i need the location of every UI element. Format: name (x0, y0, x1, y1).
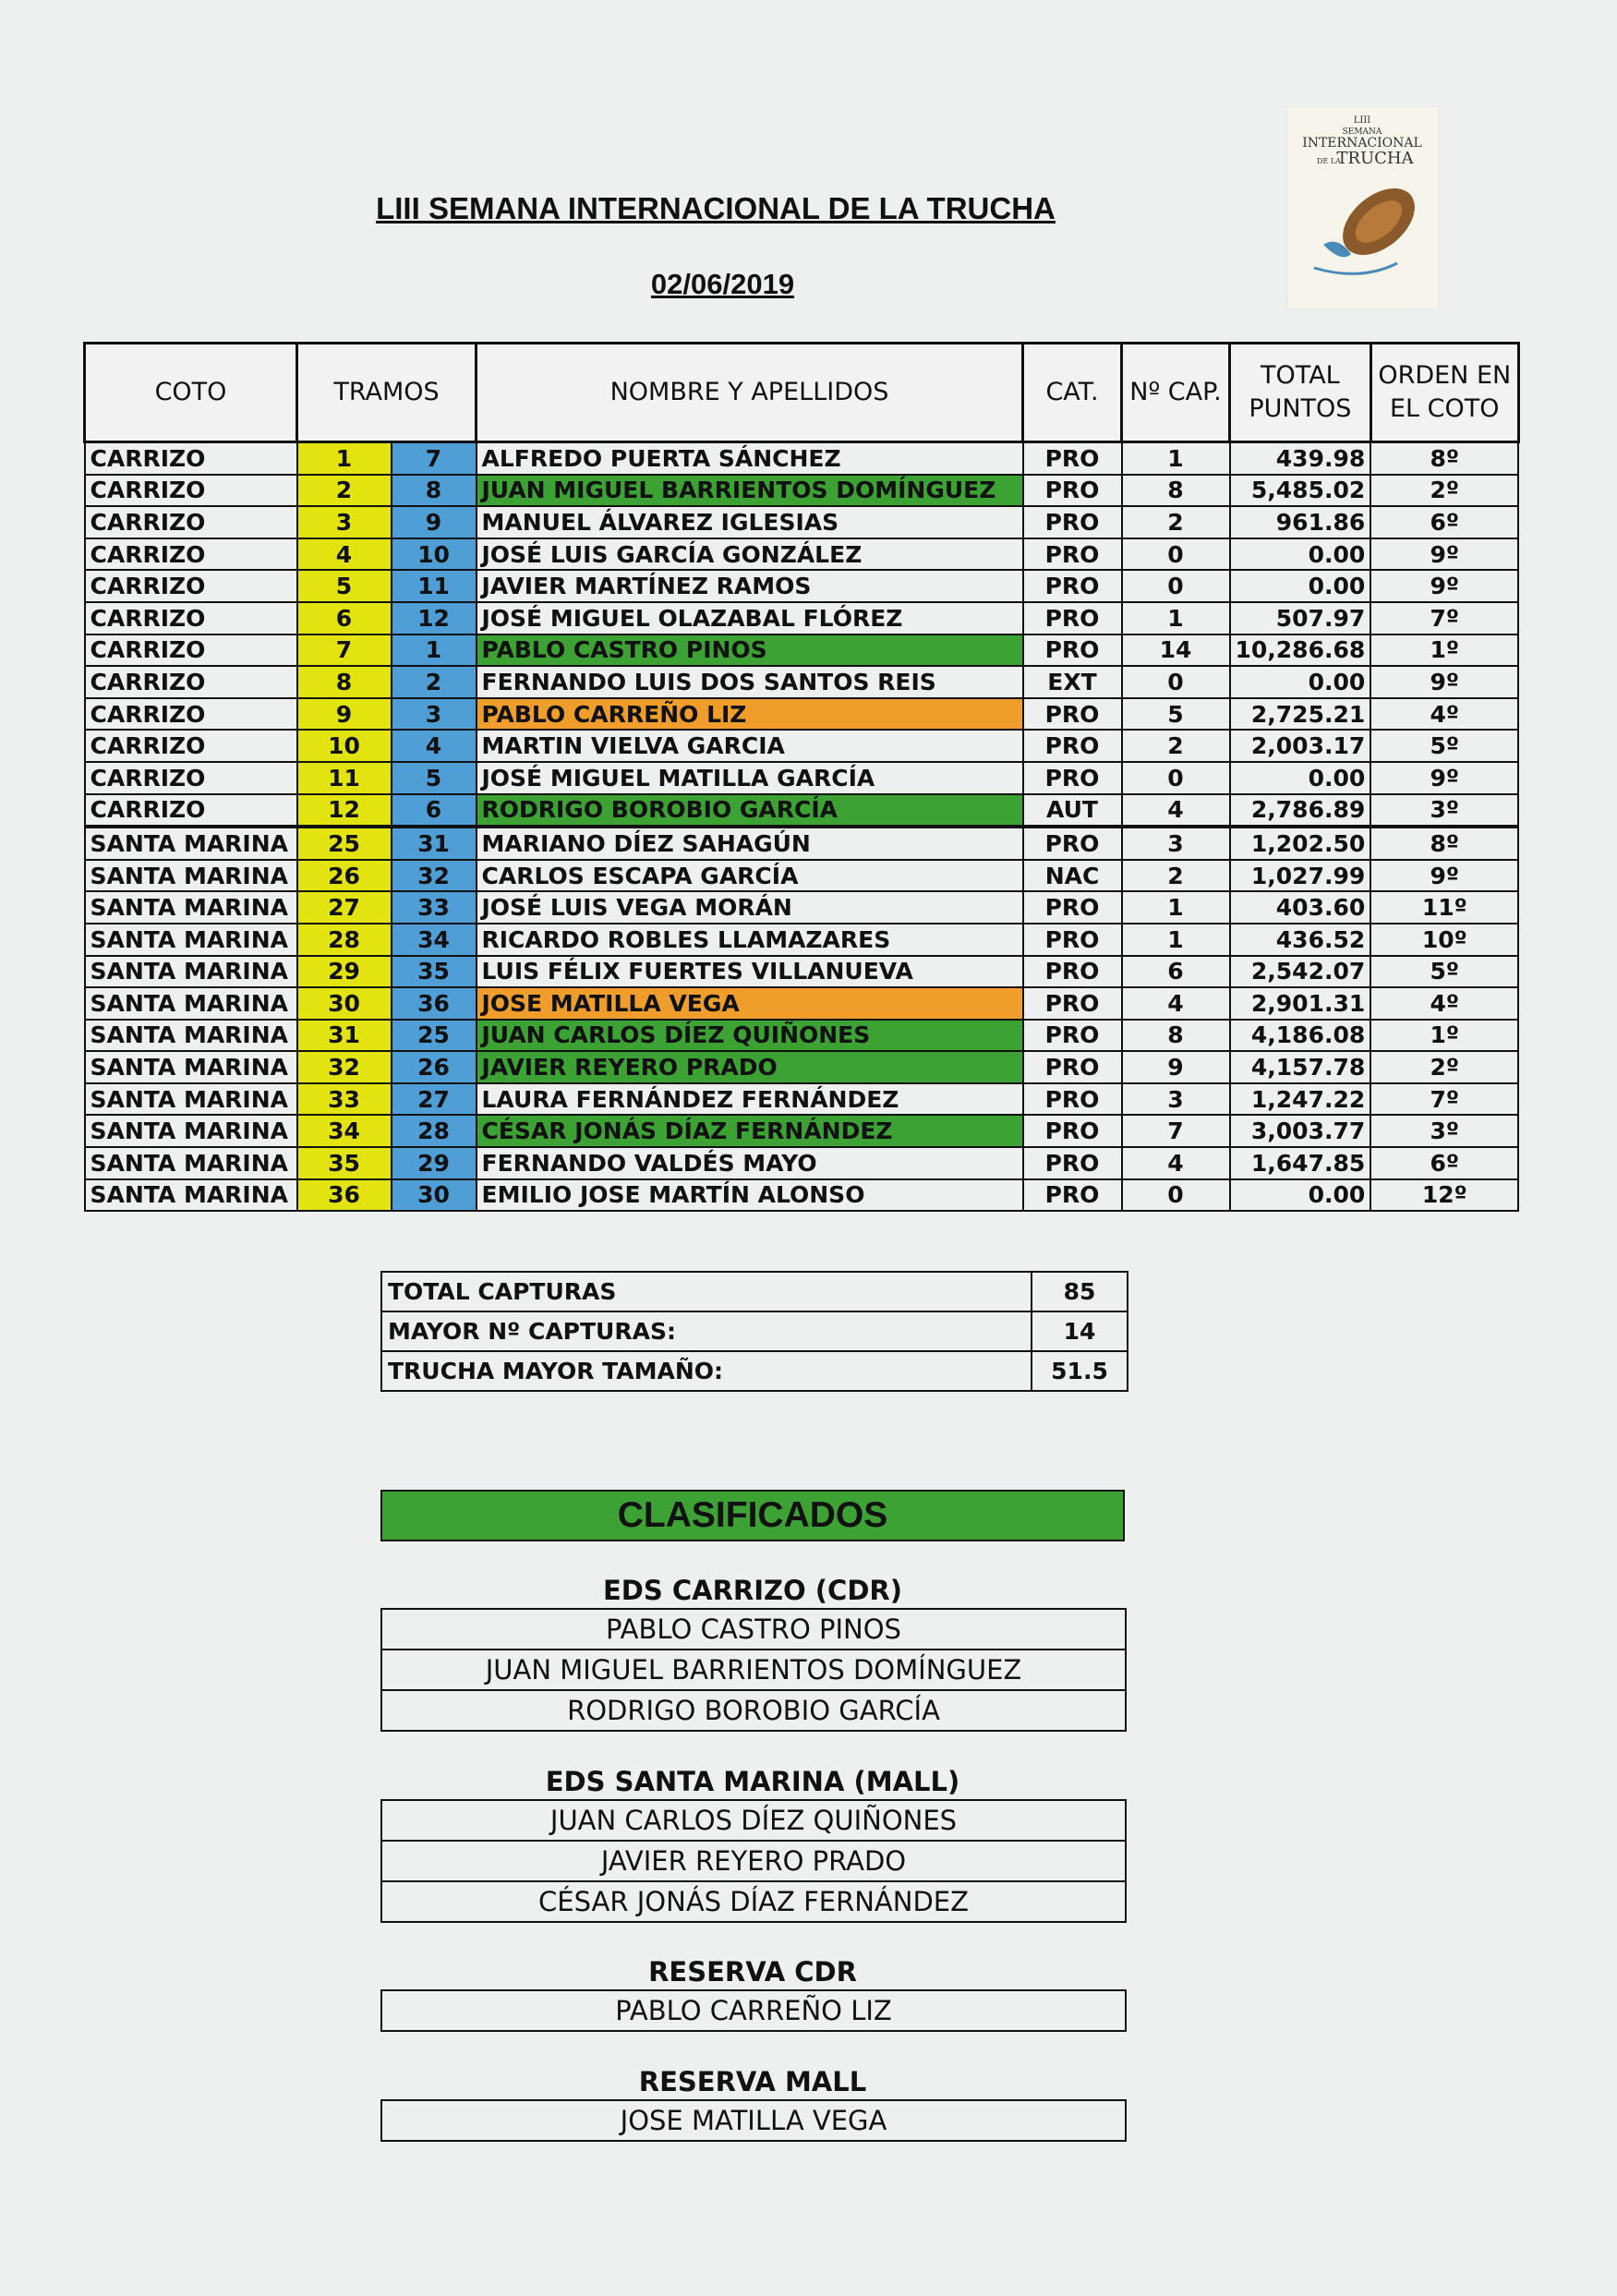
coto-cell: SANTA MARINA (85, 1147, 297, 1179)
coto-cell: CARRIZO (85, 442, 297, 475)
order-cell: 9º (1370, 538, 1518, 571)
tramo-b-cell: 8 (392, 475, 477, 507)
points-cell: 436.52 (1230, 924, 1371, 956)
name-cell: JOSÉ LUIS GARCÍA GONZÁLEZ (477, 538, 1023, 571)
tramo-a-cell: 6 (297, 602, 392, 634)
results-body (85, 442, 1519, 1212)
points-cell: 2,003.17 (1230, 730, 1371, 762)
category-cell: PRO (1023, 570, 1122, 602)
tramo-a-cell: 29 (297, 956, 392, 988)
tramo-b-cell: 1 (392, 634, 477, 667)
table-row (85, 1020, 1519, 1052)
tramo-a-cell: 10 (297, 730, 392, 762)
order-cell: 1º (1370, 1020, 1518, 1052)
points-cell: 2,786.89 (1230, 794, 1371, 828)
name-cell: MANUEL ÁLVAREZ IGLESIAS (477, 506, 1023, 538)
svg-text:TRUCHA: TRUCHA (1336, 149, 1414, 168)
category-cell: PRO (1023, 538, 1122, 571)
group-name-item: JAVIER REYERO PRADO (382, 1840, 1125, 1880)
captures-cell: 2 (1122, 730, 1230, 762)
order-cell: 8º (1370, 442, 1518, 475)
tramo-b-cell: 11 (392, 570, 477, 602)
points-cell: 961.86 (1230, 506, 1371, 538)
coto-cell: CARRIZO (85, 666, 297, 698)
category-cell: EXT (1023, 666, 1122, 698)
captures-cell: 0 (1122, 570, 1230, 602)
totals-row (381, 1351, 1128, 1391)
captures-cell: 5 (1122, 698, 1230, 731)
totals-label: TOTAL CAPTURAS (381, 1272, 1032, 1311)
tramo-b-cell: 32 (392, 860, 477, 892)
category-cell: AUT (1023, 794, 1122, 828)
order-cell: 11º (1370, 891, 1518, 924)
coto-cell: SANTA MARINA (85, 1051, 297, 1083)
header-tramos: TRAMOS (297, 344, 477, 442)
coto-cell: CARRIZO (85, 634, 297, 667)
tramo-b-cell: 33 (392, 891, 477, 924)
group-name-item: CÉSAR JONÁS DÍAZ FERNÁNDEZ (382, 1880, 1125, 1921)
name-cell: CÉSAR JONÁS DÍAZ FERNÁNDEZ (477, 1115, 1023, 1147)
captures-cell: 8 (1122, 1020, 1230, 1052)
tramo-b-cell: 35 (392, 956, 477, 988)
category-cell: PRO (1023, 891, 1122, 924)
points-cell: 3,003.77 (1230, 1115, 1371, 1147)
tramo-b-cell: 7 (392, 442, 477, 475)
name-cell: PABLO CARREÑO LIZ (477, 698, 1023, 731)
tramo-a-cell: 30 (297, 987, 392, 1020)
coto-cell: SANTA MARINA (85, 924, 297, 956)
name-cell: JUAN CARLOS DÍEZ QUIÑONES (477, 1020, 1023, 1052)
name-cell: RICARDO ROBLES LLAMAZARES (477, 924, 1023, 956)
order-cell: 9º (1370, 570, 1518, 602)
table-row (85, 698, 1519, 731)
tramo-a-cell: 1 (297, 442, 392, 475)
captures-cell: 4 (1122, 794, 1230, 828)
document-title: LIII SEMANA INTERNACIONAL DE LA TRUCHA (376, 191, 1056, 225)
totals-label: TRUCHA MAYOR TAMAÑO: (381, 1351, 1032, 1391)
category-cell: PRO (1023, 762, 1122, 794)
order-cell: 5º (1370, 956, 1518, 988)
coto-cell: CARRIZO (85, 762, 297, 794)
name-cell: RODRIGO BOROBIO GARCÍA (477, 794, 1023, 828)
coto-cell: CARRIZO (85, 506, 297, 538)
table-row (85, 1083, 1519, 1116)
tramo-b-cell: 10 (392, 538, 477, 571)
tramo-b-cell: 30 (392, 1179, 477, 1212)
category-cell: NAC (1023, 860, 1122, 892)
order-cell: 3º (1370, 794, 1518, 828)
captures-cell: 1 (1122, 924, 1230, 956)
table-row (85, 570, 1519, 602)
tramo-b-cell: 34 (392, 924, 477, 956)
group-list (380, 1799, 1127, 1923)
name-cell: ALFREDO PUERTA SÁNCHEZ (477, 442, 1023, 475)
coto-cell: CARRIZO (85, 730, 297, 762)
table-row (85, 730, 1519, 762)
category-cell: PRO (1023, 1147, 1122, 1179)
table-row (85, 1051, 1519, 1083)
order-cell: 5º (1370, 730, 1518, 762)
group-name-item: RODRIGO BOROBIO GARCÍA (382, 1689, 1125, 1730)
points-cell: 10,286.68 (1230, 634, 1371, 667)
header-cap: Nº CAP. (1122, 344, 1230, 442)
table-row (85, 442, 1519, 475)
category-cell: PRO (1023, 602, 1122, 634)
category-cell: PRO (1023, 1020, 1122, 1052)
coto-cell: CARRIZO (85, 602, 297, 634)
tramo-b-cell: 2 (392, 666, 477, 698)
coto-cell: SANTA MARINA (85, 1179, 297, 1212)
name-cell: MARTIN VIELVA GARCIA (477, 730, 1023, 762)
tramo-a-cell: 31 (297, 1020, 392, 1052)
group-list (380, 1608, 1127, 1732)
order-cell: 3º (1370, 1115, 1518, 1147)
group-title: EDS SANTA MARINA (MALL) (545, 1766, 960, 1797)
tramo-a-cell: 28 (297, 924, 392, 956)
category-cell: PRO (1023, 634, 1122, 667)
tramo-b-cell: 25 (392, 1020, 477, 1052)
group-title: EDS CARRIZO (CDR) (602, 1575, 902, 1606)
svg-text:SEMANA: SEMANA (1342, 127, 1382, 137)
tramo-a-cell: 2 (297, 475, 392, 507)
points-cell: 2,901.31 (1230, 987, 1371, 1020)
svg-text:INTERNACIONAL: INTERNACIONAL (1302, 136, 1422, 151)
points-cell: 0.00 (1230, 762, 1371, 794)
header-nombre: NOMBRE Y APELLIDOS (477, 344, 1023, 442)
captures-cell: 2 (1122, 506, 1230, 538)
group-list (380, 2099, 1127, 2142)
table-row (85, 762, 1519, 794)
order-cell: 8º (1370, 827, 1518, 860)
order-cell: 4º (1370, 698, 1518, 731)
header-puntos: TOTAL PUNTOS (1230, 344, 1371, 442)
results-table (83, 342, 1520, 1212)
tramo-b-cell: 5 (392, 762, 477, 794)
table-header-row (85, 344, 1519, 442)
captures-cell: 6 (1122, 956, 1230, 988)
tramo-a-cell: 34 (297, 1115, 392, 1147)
tramo-b-cell: 27 (392, 1083, 477, 1116)
header-cat: CAT. (1023, 344, 1122, 442)
category-cell: PRO (1023, 442, 1122, 475)
category-cell: PRO (1023, 924, 1122, 956)
svg-text:LIII: LIII (1353, 115, 1371, 126)
name-cell: FERNANDO VALDÉS MAYO (477, 1147, 1023, 1179)
points-cell: 2,542.07 (1230, 956, 1371, 988)
tramo-a-cell: 32 (297, 1051, 392, 1083)
totals-row (381, 1272, 1128, 1311)
group-name-item: JUAN MIGUEL BARRIENTOS DOMÍNGUEZ (382, 1649, 1125, 1689)
group-title: RESERVA CDR (648, 1956, 857, 1988)
tramo-a-cell: 26 (297, 860, 392, 892)
totals-value: 85 (1032, 1272, 1128, 1311)
table-row (85, 1115, 1519, 1147)
points-cell: 403.60 (1230, 891, 1371, 924)
captures-cell: 0 (1122, 762, 1230, 794)
tramo-a-cell: 4 (297, 538, 392, 571)
coto-cell: SANTA MARINA (85, 1020, 297, 1052)
captures-cell: 7 (1122, 1115, 1230, 1147)
coto-cell: SANTA MARINA (85, 1115, 297, 1147)
table-row (85, 634, 1519, 667)
group-name-item: PABLO CARREÑO LIZ (615, 1995, 892, 2026)
group-name-item: JUAN CARLOS DÍEZ QUIÑONES (549, 1805, 958, 1836)
tramo-a-cell: 36 (297, 1179, 392, 1212)
name-cell: JOSÉ MIGUEL MATILLA GARCÍA (477, 762, 1023, 794)
points-cell: 4,186.08 (1230, 1020, 1371, 1052)
points-cell: 1,247.22 (1230, 1083, 1371, 1116)
tramo-b-cell: 28 (392, 1115, 477, 1147)
totals-row (381, 1311, 1128, 1351)
captures-cell: 1 (1122, 891, 1230, 924)
tramo-a-cell: 7 (297, 634, 392, 667)
points-cell: 439.98 (1230, 442, 1371, 475)
name-cell: JAVIER REYERO PRADO (477, 1051, 1023, 1083)
points-cell: 1,647.85 (1230, 1147, 1371, 1179)
tramo-a-cell: 35 (297, 1147, 392, 1179)
coto-cell: CARRIZO (85, 538, 297, 571)
tramo-b-cell: 3 (392, 698, 477, 731)
tramo-a-cell: 11 (297, 762, 392, 794)
tramo-b-cell: 6 (392, 794, 477, 828)
table-row (85, 827, 1519, 860)
category-cell: PRO (1023, 827, 1122, 860)
table-row (85, 987, 1519, 1020)
table-row (85, 506, 1519, 538)
order-cell: 10º (1370, 924, 1518, 956)
group-title: RESERVA MALL (638, 2066, 867, 2097)
order-cell: 9º (1370, 860, 1518, 892)
coto-cell: SANTA MARINA (85, 891, 297, 924)
trucha-logo (1286, 106, 1439, 309)
order-cell: 9º (1370, 762, 1518, 794)
coto-cell: SANTA MARINA (85, 860, 297, 892)
tramo-a-cell: 12 (297, 794, 392, 828)
table-row (85, 956, 1519, 988)
tramo-b-cell: 29 (392, 1147, 477, 1179)
points-cell: 5,485.02 (1230, 475, 1371, 507)
coto-cell: CARRIZO (85, 698, 297, 731)
tramo-a-cell: 8 (297, 666, 392, 698)
table-row (85, 666, 1519, 698)
name-cell: JOSE MATILLA VEGA (477, 987, 1023, 1020)
tramo-a-cell: 33 (297, 1083, 392, 1116)
coto-cell: CARRIZO (85, 475, 297, 507)
captures-cell: 9 (1122, 1051, 1230, 1083)
name-cell: FERNANDO LUIS DOS SANTOS REIS (477, 666, 1023, 698)
totals-value: 14 (1032, 1311, 1128, 1351)
captures-cell: 3 (1122, 827, 1230, 860)
name-cell: EMILIO JOSE MARTÍN ALONSO (477, 1179, 1023, 1212)
captures-cell: 1 (1122, 602, 1230, 634)
name-cell: JOSÉ MIGUEL OLAZABAL FLÓREZ (477, 602, 1023, 634)
name-cell: LUIS FÉLIX FUERTES VILLANUEVA (477, 956, 1023, 988)
category-cell: PRO (1023, 1179, 1122, 1212)
svg-text:DE LA: DE LA (1317, 157, 1341, 165)
points-cell: 0.00 (1230, 538, 1371, 571)
table-row (85, 794, 1519, 828)
tramo-b-cell: 31 (392, 827, 477, 860)
table-row (85, 475, 1519, 507)
points-cell: 4,157.78 (1230, 1051, 1371, 1083)
tramo-b-cell: 12 (392, 602, 477, 634)
totals-table (380, 1271, 1128, 1392)
tramo-b-cell: 4 (392, 730, 477, 762)
points-cell: 0.00 (1230, 666, 1371, 698)
tramo-a-cell: 3 (297, 506, 392, 538)
points-cell: 2,725.21 (1230, 698, 1371, 731)
captures-cell: 4 (1122, 987, 1230, 1020)
name-cell: JOSÉ LUIS VEGA MORÁN (477, 891, 1023, 924)
coto-cell: CARRIZO (85, 794, 297, 828)
table-row (85, 538, 1519, 571)
table-row (85, 860, 1519, 892)
category-cell: PRO (1023, 956, 1122, 988)
captures-cell: 4 (1122, 1147, 1230, 1179)
table-row (85, 1179, 1519, 1212)
table-row (85, 891, 1519, 924)
table-row (85, 924, 1519, 956)
category-cell: PRO (1023, 506, 1122, 538)
category-cell: PRO (1023, 1083, 1122, 1116)
points-cell: 0.00 (1230, 570, 1371, 602)
coto-cell: SANTA MARINA (85, 1083, 297, 1116)
document-date: 02/06/2019 (650, 268, 795, 300)
captures-cell: 2 (1122, 860, 1230, 892)
tramo-b-cell: 26 (392, 1051, 477, 1083)
name-cell: CARLOS ESCAPA GARCÍA (477, 860, 1023, 892)
table-row (85, 602, 1519, 634)
captures-cell: 0 (1122, 1179, 1230, 1212)
tramo-b-cell: 36 (392, 987, 477, 1020)
coto-cell: CARRIZO (85, 570, 297, 602)
category-cell: PRO (1023, 730, 1122, 762)
tramo-b-cell: 9 (392, 506, 477, 538)
category-cell: PRO (1023, 698, 1122, 731)
tramo-a-cell: 27 (297, 891, 392, 924)
totals-value: 51.5 (1032, 1351, 1128, 1391)
header-coto: COTO (85, 344, 297, 442)
coto-cell: SANTA MARINA (85, 827, 297, 860)
captures-cell: 3 (1122, 1083, 1230, 1116)
order-cell: 2º (1370, 1051, 1518, 1083)
name-cell: LAURA FERNÁNDEZ FERNÁNDEZ (477, 1083, 1023, 1116)
name-cell: JUAN MIGUEL BARRIENTOS DOMÍNGUEZ (477, 475, 1023, 507)
order-cell: 7º (1370, 1083, 1518, 1116)
points-cell: 507.97 (1230, 602, 1371, 634)
order-cell: 7º (1370, 602, 1518, 634)
order-cell: 12º (1370, 1179, 1518, 1212)
group-list (380, 1989, 1127, 2032)
order-cell: 6º (1370, 506, 1518, 538)
category-cell: PRO (1023, 1115, 1122, 1147)
captures-cell: 0 (1122, 666, 1230, 698)
captures-cell: 8 (1122, 475, 1230, 507)
totals-label: MAYOR Nº CAPTURAS: (381, 1311, 1032, 1351)
group-name-item: PABLO CASTRO PINOS (606, 1613, 901, 1645)
group-name-item: JOSE MATILLA VEGA (620, 2105, 887, 2136)
name-cell: JAVIER MARTÍNEZ RAMOS (477, 570, 1023, 602)
order-cell: 2º (1370, 475, 1518, 507)
order-cell: 9º (1370, 666, 1518, 698)
points-cell: 1,202.50 (1230, 827, 1371, 860)
order-cell: 4º (1370, 987, 1518, 1020)
points-cell: 1,027.99 (1230, 860, 1371, 892)
captures-cell: 14 (1122, 634, 1230, 667)
tramo-a-cell: 9 (297, 698, 392, 731)
category-cell: PRO (1023, 475, 1122, 507)
header-orden: ORDEN EN EL COTO (1370, 344, 1518, 442)
category-cell: PRO (1023, 1051, 1122, 1083)
clasificados-banner: CLASIFICADOS (380, 1490, 1125, 1541)
coto-cell: SANTA MARINA (85, 956, 297, 988)
coto-cell: SANTA MARINA (85, 987, 297, 1020)
table-row (85, 1147, 1519, 1179)
name-cell: PABLO CASTRO PINOS (477, 634, 1023, 667)
tramo-a-cell: 25 (297, 827, 392, 860)
name-cell: MARIANO DÍEZ SAHAGÚN (477, 827, 1023, 860)
tramo-a-cell: 5 (297, 570, 392, 602)
points-cell: 0.00 (1230, 1179, 1371, 1212)
category-cell: PRO (1023, 987, 1122, 1020)
captures-cell: 0 (1122, 538, 1230, 571)
order-cell: 1º (1370, 634, 1518, 667)
order-cell: 6º (1370, 1147, 1518, 1179)
captures-cell: 1 (1122, 442, 1230, 475)
